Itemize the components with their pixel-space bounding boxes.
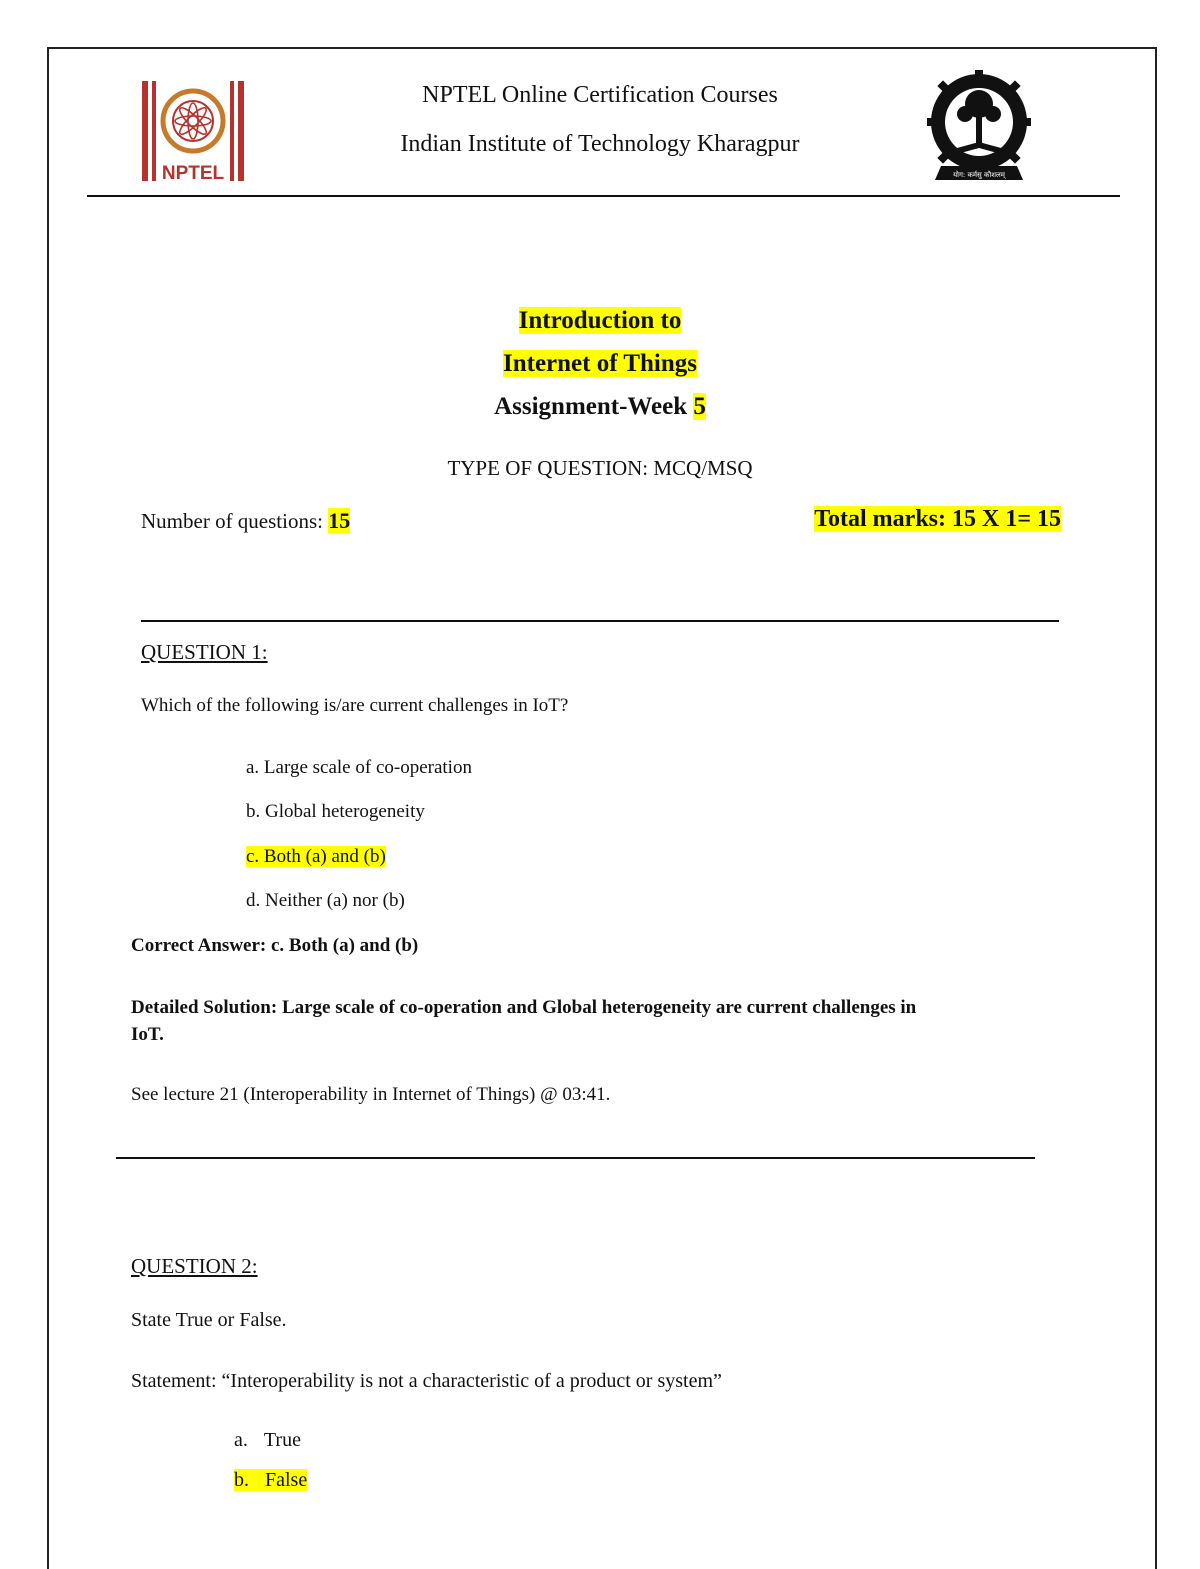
question-2-heading: QUESTION 2: (131, 1254, 258, 1278)
assignment-title (0, 393, 1200, 421)
iit-kharagpur-emblem (927, 70, 1031, 186)
q1-option-d: d. Neither (a) nor (b) (246, 890, 405, 911)
iit-emblem-icon (927, 70, 1031, 186)
q1-solution-line-2: IoT. (131, 1024, 164, 1045)
header-line-2: Indian Institute of Technology Kharagpur (400, 131, 800, 157)
section-divider-1 (141, 620, 1059, 622)
question-2-statement: Statement: “Interoperability is not a characteristic of a product or system” (131, 1370, 722, 1392)
total-marks (814, 506, 1061, 533)
num-questions-value: 15 (328, 508, 351, 533)
q2-option-a-label: True (263, 1429, 301, 1451)
q1-correct-answer: Correct Answer: c. Both (a) and (b) (131, 935, 419, 956)
num-questions-label: Number of questions: (141, 509, 329, 533)
q1-option-b: b. Global heterogeneity (246, 801, 425, 822)
q1-solution-line-1: Detailed Solution: Large scale of co-operation and Global heterogeneity are current challenges in (131, 997, 917, 1018)
page-border (47, 47, 1157, 1569)
total-marks-value: Total marks: 15 X 1= 15 (814, 506, 1061, 532)
q2-option-a (234, 1429, 301, 1452)
header-divider (87, 195, 1120, 197)
week-number: 5 (693, 393, 706, 420)
q1-option-a: a. Large scale of co-operation (246, 757, 472, 778)
question-1-text: Which of the following is/are current challenges in IoT? (141, 695, 569, 716)
q2-option-b-letter: b. (234, 1469, 249, 1491)
question-2-text: State True or False. (131, 1309, 287, 1331)
title-line-2 (0, 350, 1200, 378)
number-of-questions (141, 508, 350, 534)
course-title-part-2: Internet of Things (502, 350, 697, 377)
q2-option-b (234, 1469, 307, 1492)
q2-option-b-label: False (265, 1469, 308, 1491)
question-1-heading: QUESTION 1: (141, 640, 268, 664)
svg-text:NPTEL: NPTEL (161, 163, 225, 183)
section-divider-2 (116, 1157, 1035, 1159)
q2-option-a-letter: a. (234, 1429, 248, 1451)
q1-reference: See lecture 21 (Interoperability in Internet of Things) @ 03:41. (131, 1084, 611, 1105)
course-title-part-1: Introduction to (518, 307, 682, 334)
q1-option-c-label: c. Both (a) and (b) (246, 846, 386, 867)
q1-option-c (246, 846, 386, 868)
assignment-label: Assignment-Week (494, 393, 694, 420)
title-line-1 (0, 307, 1200, 335)
question-type: TYPE OF QUESTION: MCQ/MSQ (447, 456, 753, 480)
svg-text:योग: कर्मसु कौशलम्: योग: कर्मसु कौशलम् (953, 171, 1005, 179)
header-line-1: NPTEL Online Certification Courses (422, 82, 778, 108)
